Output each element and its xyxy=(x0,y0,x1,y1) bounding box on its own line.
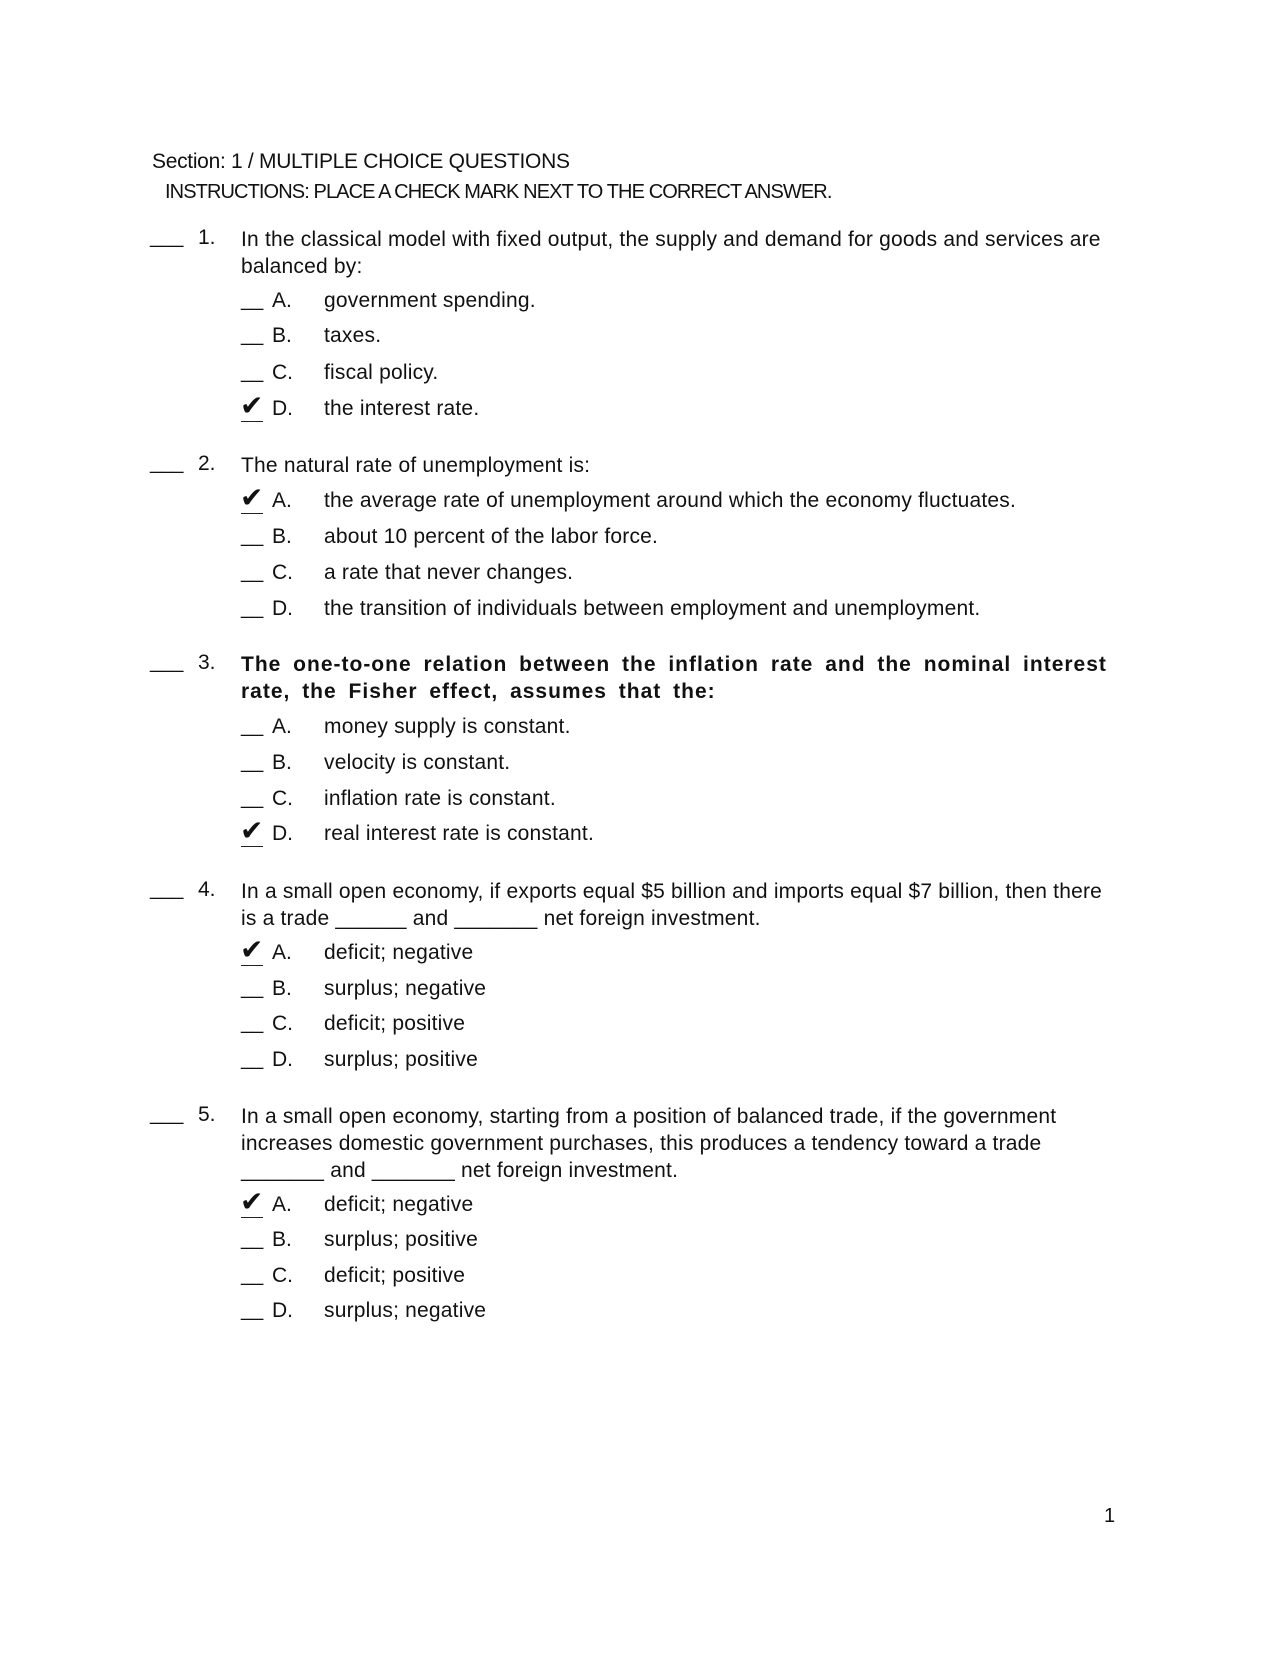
option-blank: __ xyxy=(241,1012,264,1034)
option-text: money supply is constant. xyxy=(324,715,571,738)
answer-option[interactable] xyxy=(0,597,1280,627)
option-text: surplus; positive xyxy=(324,1048,478,1071)
option-text: the interest rate. xyxy=(324,397,480,420)
option-text: the transition of individuals between employment and unemployment. xyxy=(324,597,981,620)
option-blank: __ xyxy=(241,787,264,809)
answer-option[interactable] xyxy=(0,933,1280,971)
question-text: In a small open economy, starting from a position of balanced trade, if the government increases domestic government purchases, this produces a tendency toward a trade _______ and _______ net foreign investment. xyxy=(241,1105,1057,1182)
option-blank: __ xyxy=(241,525,264,547)
answer-option[interactable] xyxy=(0,361,1280,391)
option-text: surplus; negative xyxy=(324,1299,487,1322)
option-mark[interactable] xyxy=(241,289,267,317)
answer-option[interactable] xyxy=(0,1185,1280,1223)
question-number: 5. xyxy=(198,1103,216,1126)
option-mark[interactable] xyxy=(241,597,267,625)
option-text: real interest rate is constant. xyxy=(324,822,594,845)
option-mark[interactable] xyxy=(241,361,267,389)
option-mark[interactable] xyxy=(240,389,267,425)
option-mark[interactable] xyxy=(241,1299,267,1327)
check-mark-icon: ✔ xyxy=(240,1185,264,1218)
answer-option[interactable] xyxy=(0,1012,1280,1042)
option-letter: A. xyxy=(272,1193,292,1216)
option-blank: __ xyxy=(241,751,264,773)
question-text: The one-to-one relation between the inflation rate and the nominal interest rate, the Fisher effect, assumes that the: xyxy=(241,653,1107,703)
option-mark[interactable] xyxy=(241,787,267,815)
answer-option[interactable] xyxy=(0,561,1280,591)
option-text: the average rate of unemployment around which the economy fluctuates. xyxy=(324,489,1017,512)
option-mark[interactable] xyxy=(240,814,267,850)
answer-option[interactable] xyxy=(0,1048,1280,1078)
option-mark[interactable] xyxy=(241,1228,267,1256)
question-answer-blank[interactable]: ___ xyxy=(150,651,184,673)
answer-option[interactable] xyxy=(0,481,1280,519)
question-answer-blank[interactable]: ___ xyxy=(150,1103,184,1125)
instructions: INSTRUCTIONS: PLACE A CHECK MARK NEXT TO THE CORRECT ANSWER. xyxy=(165,181,832,203)
option-letter: B. xyxy=(272,977,292,1000)
option-mark[interactable] xyxy=(241,977,267,1005)
option-blank: __ xyxy=(241,715,264,737)
option-blank: __ xyxy=(241,1264,264,1286)
answer-option[interactable] xyxy=(0,324,1280,354)
question-text: The natural rate of unemployment is: xyxy=(241,454,591,477)
option-text: inflation rate is constant. xyxy=(324,787,556,810)
question-number: 4. xyxy=(198,878,216,901)
answer-option[interactable] xyxy=(0,1264,1280,1294)
question-number: 1. xyxy=(198,226,216,249)
answer-option[interactable] xyxy=(0,814,1280,852)
option-blank: __ xyxy=(241,1299,264,1321)
option-mark[interactable] xyxy=(241,1012,267,1040)
option-mark[interactable] xyxy=(240,933,267,969)
check-mark-icon: ✔ xyxy=(240,814,264,847)
answer-option[interactable] xyxy=(0,289,1280,319)
option-blank: __ xyxy=(241,1048,264,1070)
option-mark[interactable] xyxy=(240,481,267,517)
question-text: In a small open economy, if exports equal $5 billion and imports equal $7 billion, then there is a trade ______ and _______ net foreign investment. xyxy=(241,880,1103,930)
option-text: velocity is constant. xyxy=(324,751,511,774)
check-mark-icon: ✔ xyxy=(240,389,264,422)
option-text: taxes. xyxy=(324,324,382,347)
question-text: In the classical model with fixed output, the supply and demand for goods and services are balanced by: xyxy=(241,228,1101,278)
answer-option[interactable] xyxy=(0,715,1280,745)
answer-option[interactable] xyxy=(0,1299,1280,1329)
question-number: 2. xyxy=(198,452,216,475)
answer-option[interactable] xyxy=(0,751,1280,781)
answer-option[interactable] xyxy=(0,977,1280,1007)
option-blank: __ xyxy=(241,289,264,311)
option-letter: D. xyxy=(272,1299,293,1322)
option-text: a rate that never changes. xyxy=(324,561,574,584)
option-letter: D. xyxy=(272,1048,293,1071)
option-letter: A. xyxy=(272,289,292,312)
option-text: surplus; positive xyxy=(324,1228,478,1251)
answer-option[interactable] xyxy=(0,525,1280,555)
option-blank: __ xyxy=(241,561,264,583)
option-text: government spending. xyxy=(324,289,536,312)
question-number: 3. xyxy=(198,651,216,674)
option-letter: B. xyxy=(272,324,292,347)
option-letter: B. xyxy=(272,1228,292,1251)
option-blank: __ xyxy=(241,324,264,346)
option-mark[interactable] xyxy=(241,1264,267,1292)
answer-option[interactable] xyxy=(0,787,1280,817)
check-mark-icon: ✔ xyxy=(240,933,264,966)
option-mark[interactable] xyxy=(240,1185,267,1221)
option-text: deficit; negative xyxy=(324,1193,474,1216)
option-text: deficit; positive xyxy=(324,1012,466,1035)
option-blank: __ xyxy=(241,597,264,619)
question-answer-blank[interactable]: ___ xyxy=(150,452,184,474)
option-mark[interactable] xyxy=(241,1048,267,1076)
answer-option[interactable] xyxy=(0,1228,1280,1258)
question-answer-blank[interactable]: ___ xyxy=(150,878,184,900)
option-letter: C. xyxy=(272,1264,293,1287)
option-mark[interactable] xyxy=(241,324,267,352)
option-mark[interactable] xyxy=(241,525,267,553)
option-letter: B. xyxy=(272,751,292,774)
option-letter: C. xyxy=(272,361,293,384)
question-answer-blank[interactable]: ___ xyxy=(150,226,184,248)
option-letter: D. xyxy=(272,822,293,845)
check-mark-icon: ✔ xyxy=(240,481,264,514)
option-letter: D. xyxy=(272,597,293,620)
option-letter: C. xyxy=(272,787,293,810)
option-text: about 10 percent of the labor force. xyxy=(324,525,659,548)
option-letter: B. xyxy=(272,525,292,548)
option-text: fiscal policy. xyxy=(324,361,439,384)
option-letter: A. xyxy=(272,489,292,512)
option-letter: A. xyxy=(272,941,292,964)
option-blank: __ xyxy=(241,361,264,383)
option-letter: C. xyxy=(272,1012,293,1035)
section-title: Section: 1 / MULTIPLE CHOICE QUESTIONS xyxy=(152,150,570,173)
option-letter: D. xyxy=(272,397,293,420)
page-number: 1 xyxy=(1104,1505,1116,1527)
option-letter: A. xyxy=(272,715,292,738)
answer-option[interactable] xyxy=(0,389,1280,427)
option-text: surplus; negative xyxy=(324,977,487,1000)
option-mark[interactable] xyxy=(241,561,267,589)
option-letter: C. xyxy=(272,561,293,584)
option-blank: __ xyxy=(241,977,264,999)
option-blank: __ xyxy=(241,1228,264,1250)
option-text: deficit; positive xyxy=(324,1264,466,1287)
option-mark[interactable] xyxy=(241,715,267,743)
option-text: deficit; negative xyxy=(324,941,474,964)
option-mark[interactable] xyxy=(241,751,267,779)
